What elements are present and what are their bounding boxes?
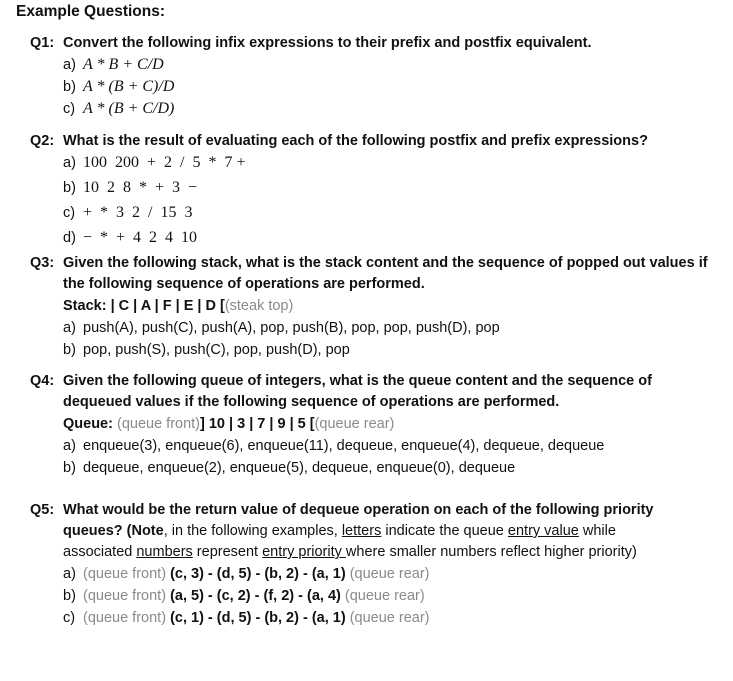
list-item — [63, 317, 720, 339]
item-label: c) — [63, 101, 76, 117]
infix-expression: A * B + C/D — [83, 56, 164, 73]
question-text: queues? (Note — [63, 523, 164, 539]
stack-line — [63, 295, 720, 317]
question-number: Q4: — [30, 373, 55, 389]
item-label: d) — [63, 230, 76, 246]
page-title: Example Questions: — [16, 3, 166, 20]
question-number: Q5: — [30, 502, 55, 518]
question-text: the following sequence of operations are performed. — [63, 276, 425, 292]
item-label: c) — [63, 205, 76, 221]
question-number: Q3: — [30, 255, 55, 271]
item-label: c) — [63, 610, 76, 626]
queue-front-note: (queue front) — [83, 588, 167, 604]
infix-expression: A * (B + C/D) — [83, 100, 175, 117]
queue-front-note: (queue front) — [83, 566, 167, 582]
list-item — [63, 585, 720, 607]
question-number: Q1: — [30, 35, 55, 51]
stack-label: Stack: — [63, 298, 107, 314]
queue-rear-note: (queue rear) — [314, 416, 395, 432]
question-2 — [30, 131, 720, 249]
list-item — [63, 98, 720, 120]
expression: 10 2 8 * + 3 − — [83, 179, 198, 196]
expression: + * 3 2 / 15 3 — [83, 204, 193, 221]
question-1 — [30, 33, 720, 120]
queue-front-note: (queue front) — [83, 610, 167, 626]
question-text: while — [578, 523, 616, 539]
expression: 100 200 + 2 / 5 * 7 + — [83, 154, 246, 171]
item-label: a) — [63, 566, 76, 582]
item-label: b) — [63, 180, 76, 196]
operations-text: pop, push(S), push(C), pop, push(D), pop — [83, 342, 350, 358]
operations-text: dequeue, enqueue(2), enqueue(5), dequeue, enqueue(0), dequeue — [83, 460, 516, 476]
item-label: a) — [63, 57, 76, 73]
queue-rear-note: (queue rear) — [344, 588, 425, 604]
question-text: What would be the return value of dequeue operation on each of the following priority — [63, 502, 654, 518]
list-item — [63, 227, 720, 249]
expression: − * + 4 2 4 10 — [83, 229, 198, 246]
priority-sequence: (c, 3) - (d, 5) - (b, 2) - (a, 1) — [170, 566, 346, 582]
question-5 — [30, 500, 720, 629]
letters-term: letters — [341, 523, 382, 539]
item-label: b) — [63, 79, 76, 95]
entry-priority-term: entry priority — [262, 544, 346, 560]
numbers-term: numbers — [136, 544, 193, 560]
question-text: Given the following stack, what is the stack content and the sequence of popped out values if — [63, 255, 708, 271]
list-item — [63, 457, 720, 479]
item-label: b) — [63, 342, 76, 358]
list-item — [63, 177, 720, 199]
item-label: a) — [63, 438, 76, 454]
queue-front-note: (queue front) — [116, 416, 201, 432]
item-label: b) — [63, 588, 76, 604]
queue-line — [63, 413, 720, 435]
priority-sequence: (c, 1) - (d, 5) - (b, 2) - (a, 1) — [170, 610, 346, 626]
list-item — [63, 76, 720, 98]
question-text: indicate the queue — [381, 523, 508, 539]
question-number: Q2: — [30, 133, 55, 149]
entry-value-term: entry value — [507, 523, 579, 539]
operations-text: enqueue(3), enqueue(6), enqueue(11), dequeue, enqueue(4), dequeue, dequeue — [83, 438, 605, 454]
queue-rear-note: (queue rear) — [349, 610, 430, 626]
item-label: a) — [63, 155, 76, 171]
list-item — [63, 563, 720, 585]
list-item — [63, 54, 720, 76]
question-text: Convert the following infix expressions to their prefix and postfix equivalent. — [63, 35, 592, 51]
list-item — [63, 339, 720, 361]
question-text: What is the result of evaluating each of the following postfix and prefix expressions? — [63, 133, 648, 149]
infix-expression: A * (B + C)/D — [83, 78, 175, 95]
list-item — [63, 202, 720, 224]
question-text: dequeued values if the following sequence of operations are performed. — [63, 394, 560, 410]
queue-label: Queue: — [63, 416, 113, 432]
item-label: b) — [63, 460, 76, 476]
stack-content: | C | A | F | E | D [ — [110, 298, 225, 314]
question-text: Given the following queue of integers, what is the queue content and the sequence of — [63, 373, 652, 389]
question-text: represent — [192, 544, 263, 560]
list-item — [63, 152, 720, 174]
item-label: a) — [63, 320, 76, 336]
question-text: associated — [63, 544, 137, 560]
question-4 — [30, 371, 720, 479]
question-text: , in the following examples, — [163, 523, 342, 539]
priority-sequence: (a, 5) - (c, 2) - (f, 2) - (a, 4) — [170, 588, 341, 604]
queue-content: ] 10 | 3 | 7 | 9 | 5 [ — [200, 416, 315, 432]
stack-top-note: (steak top) — [224, 298, 294, 314]
queue-rear-note: (queue rear) — [349, 566, 430, 582]
list-item — [63, 607, 720, 629]
operations-text: push(A), push(C), push(A), pop, push(B), pop, pop, push(D), pop — [83, 320, 500, 336]
question-3 — [30, 253, 720, 361]
list-item — [63, 435, 720, 457]
question-text: where smaller numbers reflect higher priority) — [345, 544, 637, 560]
